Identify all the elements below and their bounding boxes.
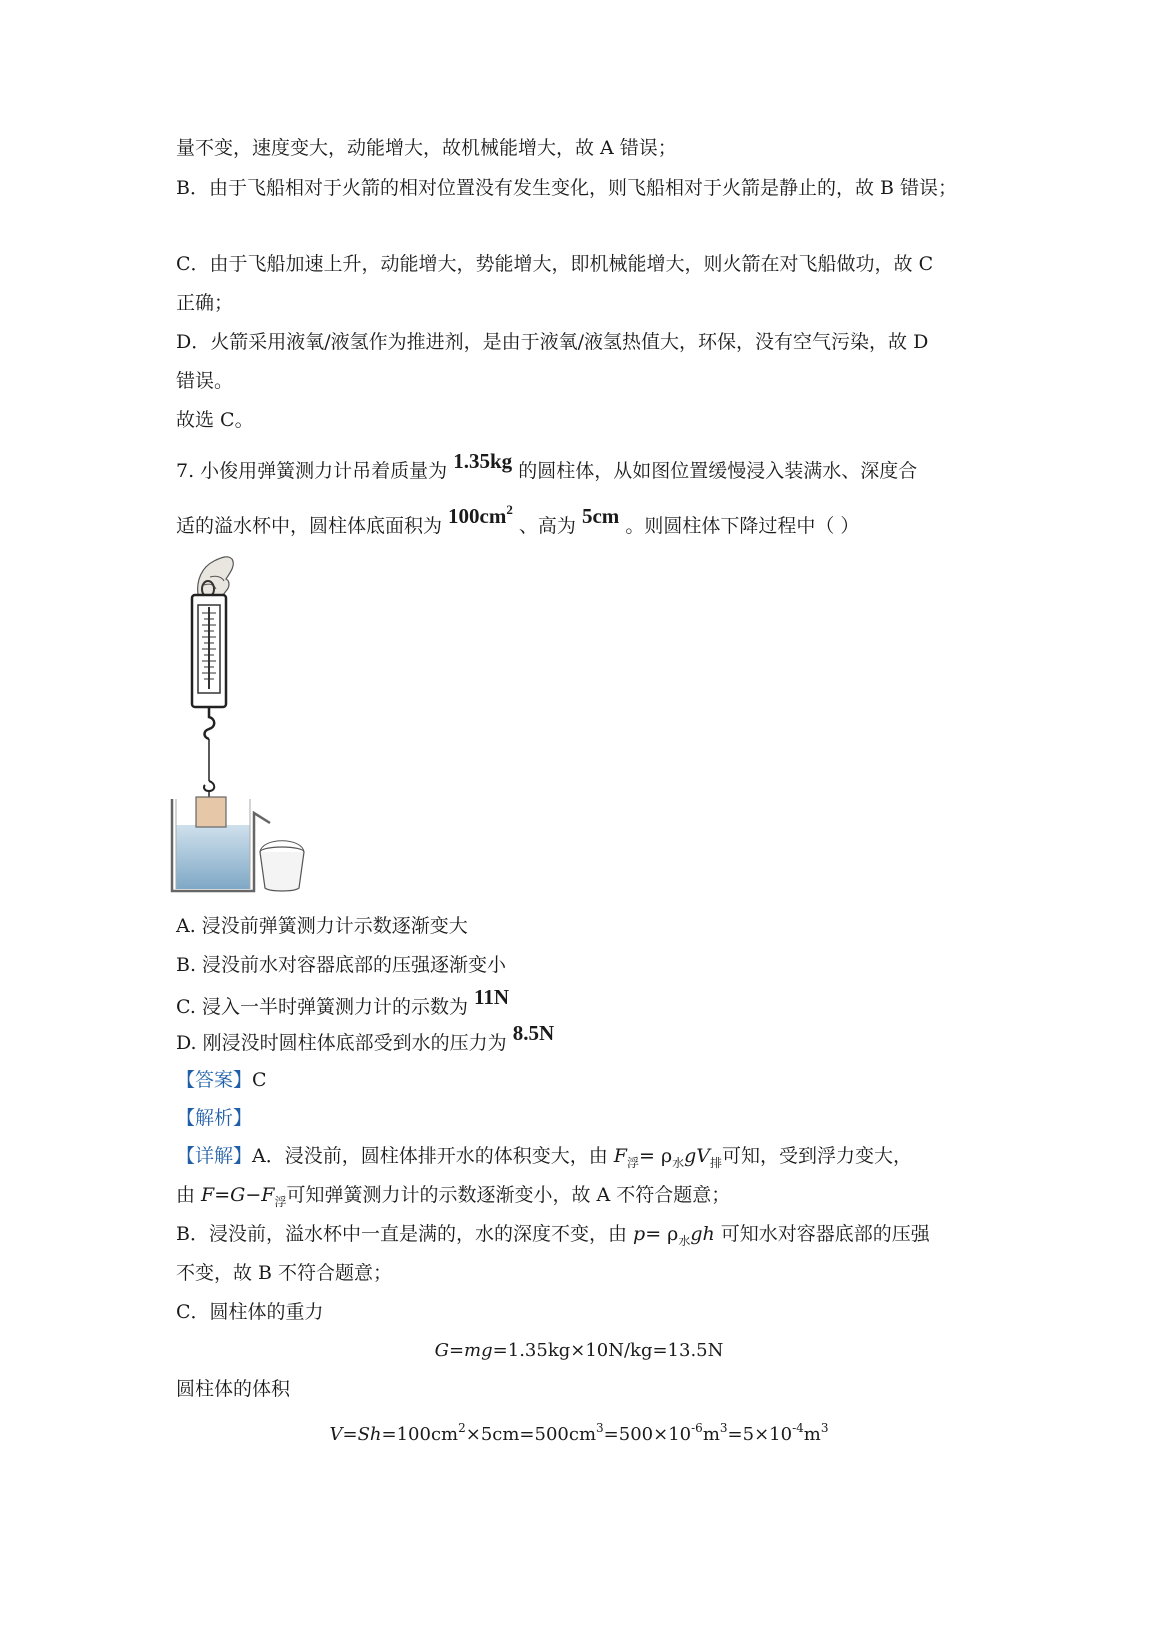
question-text: 适的溢水杯中，圆柱体底面积为 <box>176 515 449 537</box>
formula: F <box>613 1145 627 1167</box>
superscript: 3 <box>820 1421 829 1435</box>
subscript: 排 <box>710 1156 723 1170</box>
question-text: 。则圆柱体下降过程中（ ） <box>619 515 860 537</box>
detail-tag: 【详解】 <box>176 1145 253 1167</box>
bucket <box>260 852 304 891</box>
option-b: B. 浸没前水对容器底部的压强逐渐变小 <box>176 954 507 976</box>
area-number: 100cm <box>448 504 507 528</box>
cylinder-block <box>196 797 226 827</box>
formula: gh <box>690 1223 715 1245</box>
detail-text: A．浸没前，圆柱体排开水的体积变大，由 <box>252 1145 614 1167</box>
text-line: 错误。 <box>176 370 234 392</box>
spring-scale-figure <box>170 555 320 900</box>
detail-line-3 <box>176 1222 930 1253</box>
text-line: B．由于飞船相对于火箭的相对位置没有发生变化，则飞船相对于火箭是静止的，故 B 错误； <box>176 177 958 199</box>
detail-line-2 <box>176 1183 730 1214</box>
formula: m <box>803 1424 821 1445</box>
answer-line <box>176 1068 267 1092</box>
option-text: C. 浸入一半时弹簧测力计的示数为 <box>176 996 474 1018</box>
answer-tag: 【答案】 <box>176 1069 253 1091</box>
text-line: C．由于飞船加速上升，动能增大，势能增大，即机械能增大，则火箭在对飞船做功，故 C <box>176 253 934 275</box>
question-text: 、高为 <box>512 515 582 537</box>
text-line: 故选 C。 <box>176 409 254 431</box>
detail-line-5: C．圆柱体的重力 <box>176 1301 324 1323</box>
detail-text: 由 <box>176 1184 202 1206</box>
formula: = ρ <box>638 1145 673 1167</box>
text-line: 正确； <box>176 292 234 314</box>
question-text: 的圆柱体，从如图位置缓慢浸入装满水、深度合 <box>512 460 918 482</box>
option-d-value: 8.5N <box>512 1021 555 1045</box>
superscript: -6 <box>691 1421 703 1435</box>
analysis-line <box>176 1106 252 1130</box>
mass-value: 1.35kg <box>453 449 513 473</box>
superscript: 3 <box>719 1421 728 1435</box>
text-line: 量不变，速度变大，动能增大，故机械能增大，故 A 错误； <box>176 137 677 159</box>
detail-line-4: 不变，故 B 不符合题意； <box>176 1262 393 1284</box>
formula: = ρ <box>645 1223 679 1245</box>
formula: G=mg <box>434 1340 493 1361</box>
text-line: D．火箭采用液氧/液氢作为推进剂，是由于液氧/液氢热值大，环保，没有空气污染，故 D <box>176 331 929 353</box>
area-value <box>448 504 513 528</box>
subscript: 浮 <box>626 1156 639 1170</box>
detail-text: 可知弹簧测力计的示数逐渐变小，故 A 不符合题意； <box>286 1184 731 1206</box>
formula: ×5cm=500cm <box>465 1424 597 1445</box>
subscript: 水 <box>672 1156 685 1170</box>
height-value: 5cm <box>581 504 620 528</box>
subscript: 浮 <box>274 1195 287 1209</box>
area-exponent: 2 <box>506 502 513 517</box>
water <box>176 825 250 889</box>
detail-text: 可知，受到浮力变大， <box>722 1145 913 1167</box>
formula: =5×10 <box>727 1424 793 1445</box>
detail-text: 可知水对容器底部的压强 <box>714 1223 930 1245</box>
formula: V=Sh <box>329 1424 382 1445</box>
superscript: 3 <box>596 1421 604 1435</box>
detail-text: B．浸没前，溢水杯中一直是满的，水的深度不变，由 <box>176 1223 634 1245</box>
formula: m <box>702 1424 720 1445</box>
answer-value: C <box>252 1069 267 1091</box>
superscript: 2 <box>458 1421 466 1435</box>
superscript: -4 <box>792 1421 804 1435</box>
scale-hook <box>205 707 215 739</box>
question-7-line-1 <box>176 449 918 483</box>
option-a: A. 浸没前弹簧测力计示数逐渐变大 <box>176 915 468 937</box>
gravity-formula <box>0 1339 1158 1363</box>
formula: F=G−F <box>201 1184 275 1206</box>
option-text: D. 刚浸没时圆柱体底部受到水的压力为 <box>176 1032 513 1054</box>
formula: =500×10 <box>603 1424 692 1445</box>
formula: =1.35kg×10N/kg=13.5N <box>492 1340 724 1361</box>
subscript: 水 <box>678 1234 691 1248</box>
question-text: 7. 小俊用弹簧测力计吊着质量为 <box>176 460 454 482</box>
option-d <box>176 1021 555 1055</box>
detail-line-1 <box>176 1144 912 1175</box>
formula: p <box>633 1223 646 1245</box>
question-7-line-2 <box>176 502 860 538</box>
formula: gV <box>684 1145 711 1167</box>
formula: =100cm <box>381 1424 459 1445</box>
option-c-value: 11N <box>473 985 509 1009</box>
analysis-tag: 【解析】 <box>176 1107 253 1129</box>
option-c <box>176 985 509 1019</box>
detail-line-6: 圆柱体的体积 <box>176 1378 291 1400</box>
volume-formula <box>0 1416 1158 1447</box>
